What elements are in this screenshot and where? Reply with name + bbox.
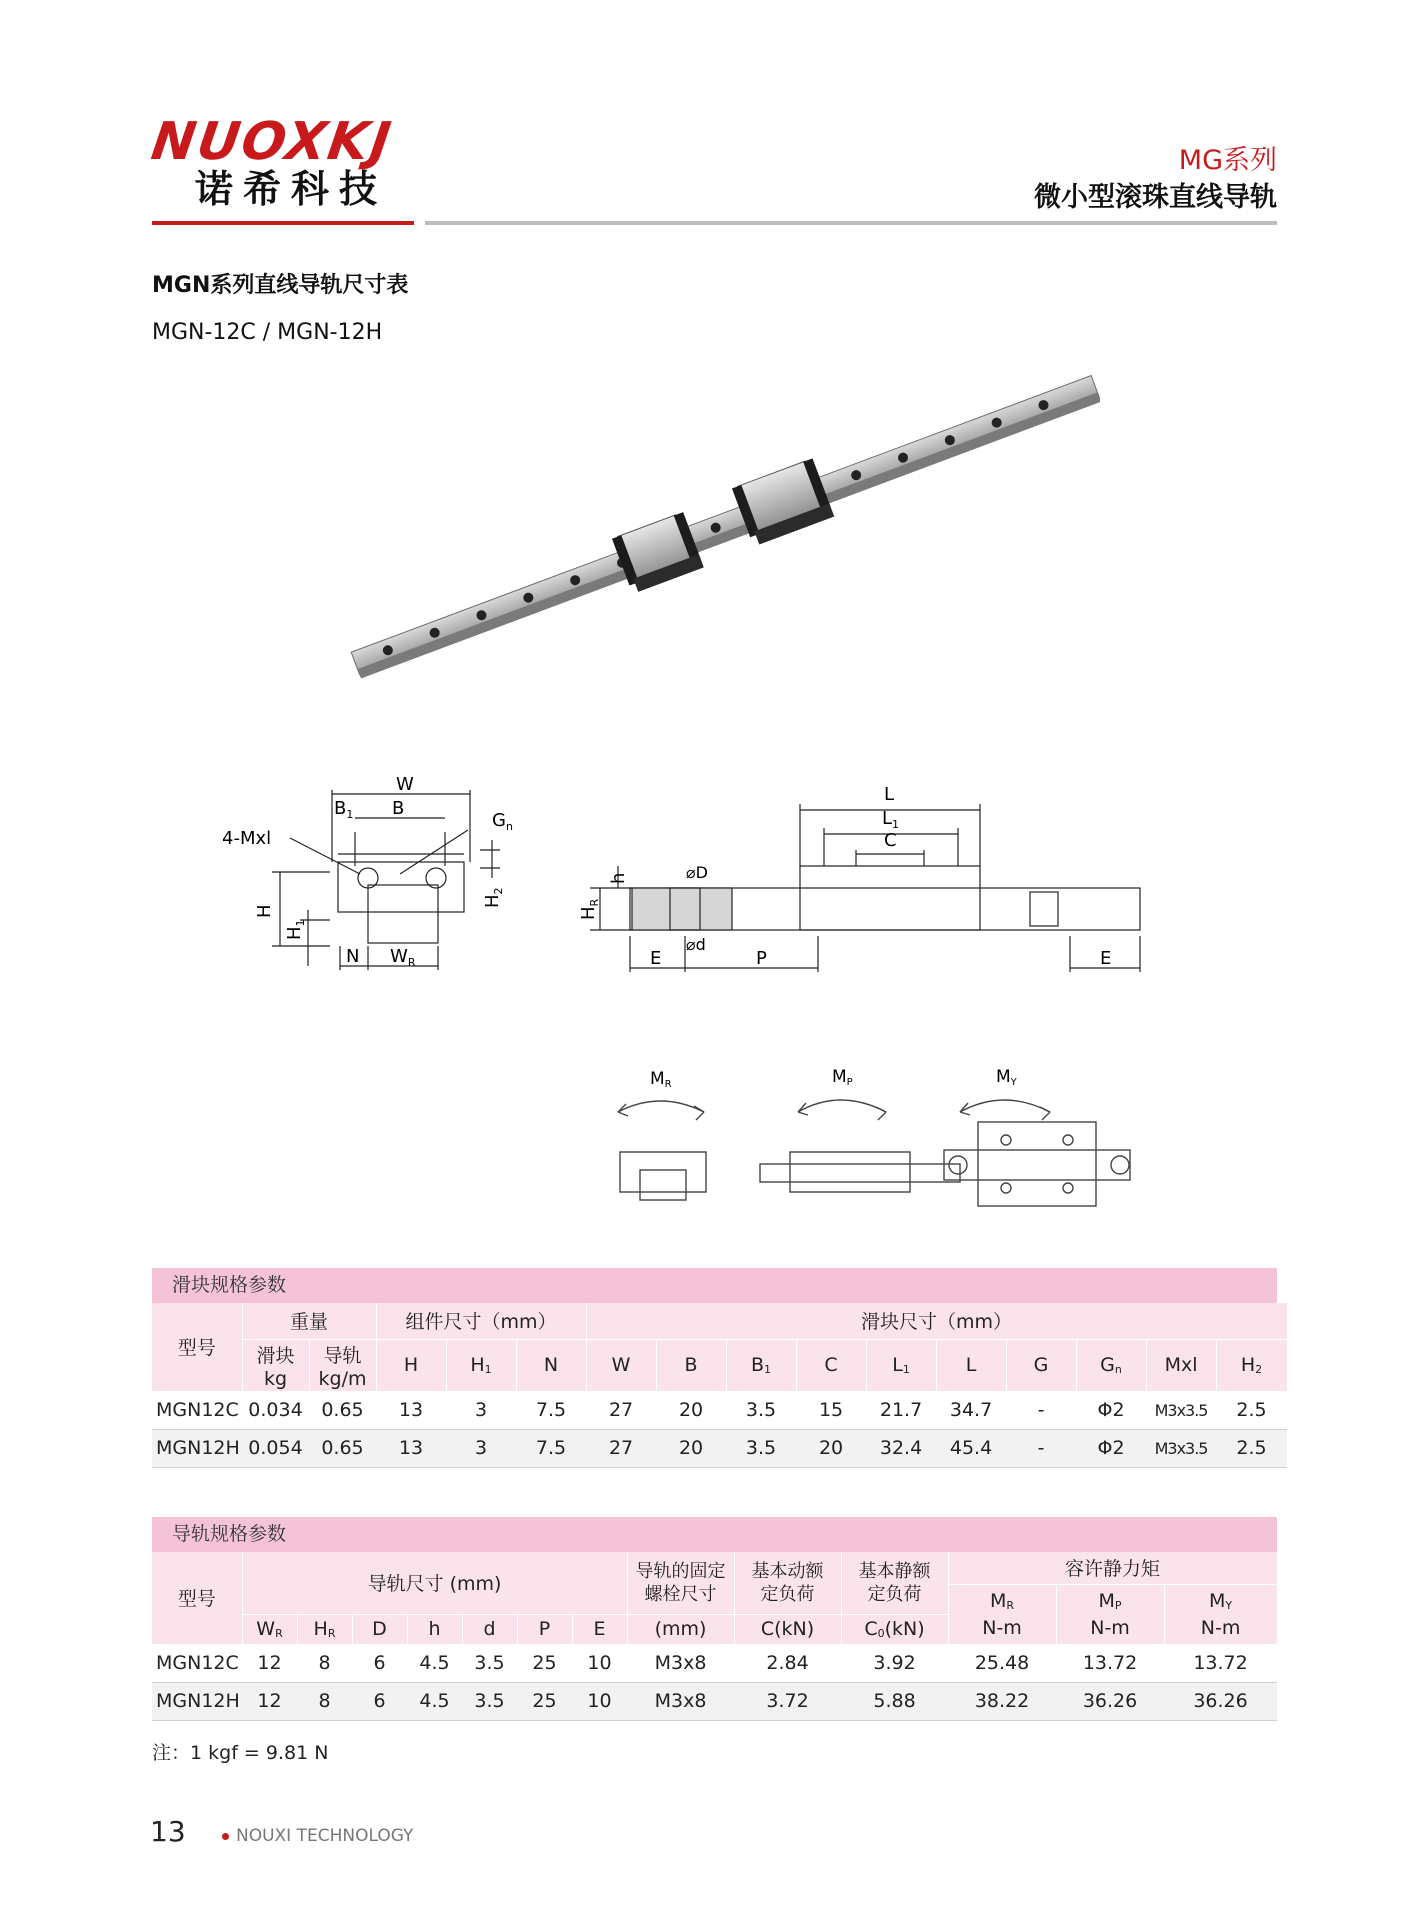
table-row: MGN12H 0.054 0.65 13 3 7.5 27 20 3.5 20 32.4 45.4 - Φ2 M3x3.5 2.5 [152,1429,1287,1467]
dim-d-label: ⌀D [686,863,708,882]
col-weight: 重量 [242,1303,376,1339]
col-mxl: Mxl [1146,1339,1216,1391]
col-e: E [572,1614,627,1644]
col-model: 型号 [152,1552,242,1644]
dim-h2-label: $H_2$ [482,887,505,908]
col-stat-unit: $C_0(kN)$ [841,1614,948,1644]
dim-e-right-label: E [1100,948,1112,969]
model-list: MGN-12C / MGN-12H [152,320,383,345]
col-block-dims: 滑块尺寸（mm） [586,1303,1287,1339]
dim-hr-label: $H_R$ [578,898,601,920]
series-title: MG系列 [1178,145,1277,176]
col-gn: $G_n$ [1076,1339,1146,1391]
col-bolt: 导轨的固定 螺栓尺寸 [627,1552,734,1614]
col-static-load: 基本静额 定负荷 [841,1552,948,1614]
dim-l1-label: $L_1$ [882,808,900,831]
dim-h-label: H [254,904,275,918]
header-rule-accent [152,221,414,225]
dim-b-label: B [392,798,405,819]
unit-note: 注：1 kgf = 9.81 N [152,1742,329,1764]
col-l1: $L_1$ [866,1339,936,1391]
col-bolt-unit: (mm) [627,1614,734,1644]
col-p: P [517,1614,572,1644]
col-l: L [936,1339,1006,1391]
footer-brand: NOUXI TECHNOLOGY [236,1826,414,1846]
col-b: B [656,1339,726,1391]
col-moment: 容许静力矩 [948,1552,1277,1584]
col-d-small: d [462,1614,517,1644]
section-title: MGN系列直线导轨尺寸表 [152,273,409,298]
dim-e-label: E [650,948,662,969]
col-h-small: h [407,1614,462,1644]
col-g: G [1006,1339,1076,1391]
dim-h-rail-label: h [608,872,629,884]
page-number: 13 [150,1815,186,1848]
col-weight-rail: 导轨 kg/m [309,1339,376,1391]
col-n: N [516,1339,586,1391]
col-c: C [796,1339,866,1391]
dim-gn-label: $G_n$ [492,810,513,833]
dim-wr-label: $W_R$ [390,946,416,969]
end-view-drawing [200,770,520,990]
table-row: MGN12C 0.034 0.65 13 3 7.5 27 20 3.5 15 21.7 34.7 - Φ2 M3x3.5 2.5 [152,1391,1287,1429]
moment-mp-label: MP [832,1067,853,1088]
dim-l-label: L [884,784,895,805]
col-h: H [376,1339,446,1391]
col-hr: $H_R$ [297,1614,352,1644]
col-h1: $H_1$ [446,1339,516,1391]
table-row: MGN12C 12 8 6 4.5 3.5 25 10 M3x8 2.84 3.92 25.48 13.72 13.72 [152,1644,1277,1682]
block-spec-table [152,1268,1277,1468]
dim-w-label: W [396,774,414,795]
col-mr: $M_R$ N-m [948,1584,1056,1644]
moment-mr-label: MR [650,1069,672,1090]
col-weight-block: 滑块 kg [242,1339,309,1391]
col-rail-dims: 导轨尺寸 (mm) [242,1552,627,1614]
col-b1: $B_1$ [726,1339,796,1391]
dim-b1-label: $B_1$ [334,798,354,821]
block-table-title: 滑块规格参数 [152,1268,1277,1303]
dim-c-label: C [884,830,897,851]
brand-logo-en: NUOXKJ [147,112,397,172]
product-photo [340,355,1100,695]
series-subtitle: 微小型滚珠直线导轨 [1034,182,1277,213]
col-model: 型号 [152,1303,242,1391]
rail-table-title: 导轨规格参数 [152,1517,1277,1552]
col-assembly: 组件尺寸（mm） [376,1303,586,1339]
moment-diagrams [600,1060,1240,1210]
col-mp: $M_P$ N-m [1056,1584,1164,1644]
col-d-big: D [352,1614,407,1644]
col-wr: $W_R$ [242,1614,297,1644]
col-my: $M_Y$ N-m [1164,1584,1277,1644]
col-dyn-unit: C(kN) [734,1614,841,1644]
col-dynamic-load: 基本动额 定负荷 [734,1552,841,1614]
dim-h1-label: $H_1$ [284,919,307,940]
dim-n-label: N [346,946,360,967]
col-w: W [586,1339,656,1391]
header-rule [425,221,1277,225]
side-view-drawing [560,770,1160,990]
dim-dd-label: ⌀d [686,935,706,954]
footer-bullet-icon [222,1833,229,1840]
moment-my-label: MY [996,1067,1017,1088]
rail-spec-table [152,1517,1277,1721]
brand-logo-cn: 诺希科技 [195,166,388,211]
col-h2: $H_2$ [1216,1339,1287,1391]
table-row: MGN12H 12 8 6 4.5 3.5 25 10 M3x8 3.72 5.88 38.22 36.26 36.26 [152,1682,1277,1720]
dim-p-label: P [756,948,767,969]
dim-mxl-label: 4-Mxl [222,828,272,849]
